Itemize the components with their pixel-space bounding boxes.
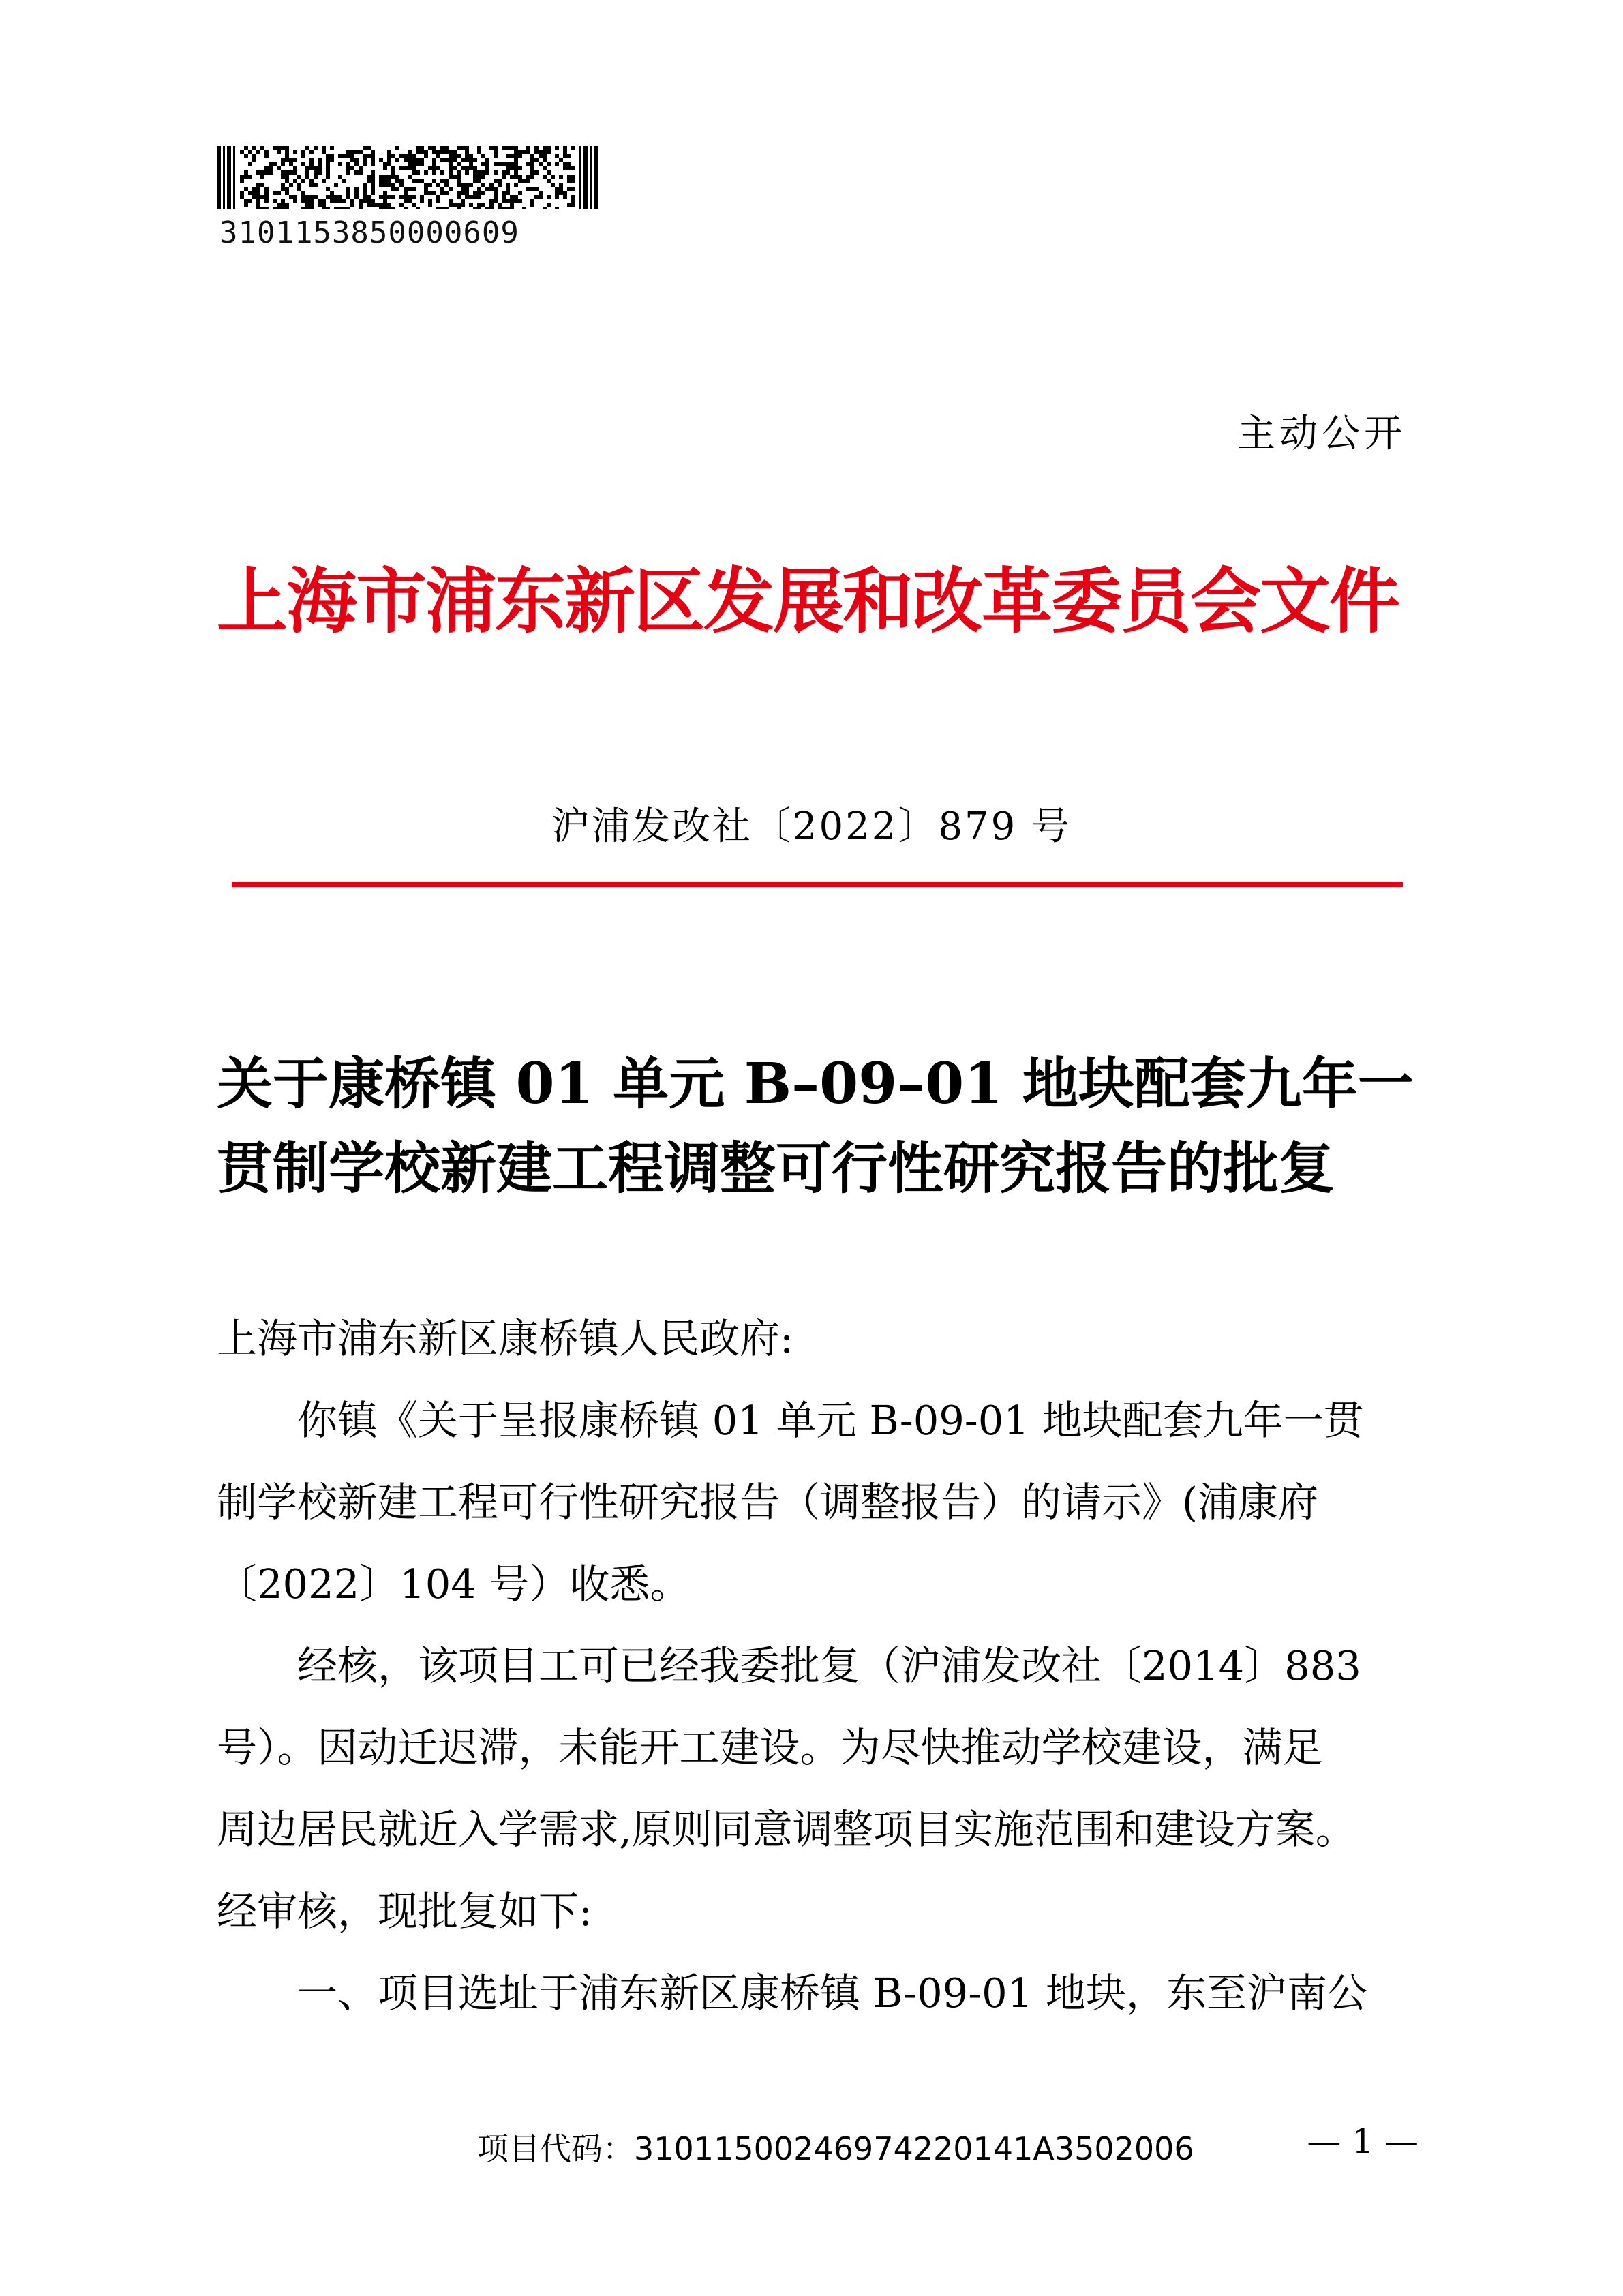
body-line: 经审核，现批复如下:: [217, 1888, 592, 1935]
body-line: 你镇《关于呈报康桥镇 01 单元 B-09-01 地块配套九年一贯: [217, 1397, 1364, 1444]
page-number: — 1 —: [1307, 2121, 1419, 2161]
issuing-org-title: 上海市浦东新区发展和改革委员会文件: [217, 559, 1399, 643]
document-title-line: 关于康桥镇 01 单元 B–09–01 地块配套九年一: [217, 1051, 1414, 1117]
body-line: 一、项目选址于浦东新区康桥镇 B-09-01 地块，东至沪南公: [217, 1969, 1367, 2016]
document-title-line: 贯制学校新建工程调整可行性研究报告的批复: [217, 1136, 1335, 1201]
body-line: 经核，该项目工可已经我委批复（沪浦发改社〔2014〕883: [217, 1642, 1361, 1689]
project-code: 项目代码：31011500246974220141A3502006: [477, 2130, 1194, 2167]
disclosure-label: 主动公开: [1237, 412, 1406, 456]
body-line: 号）。因动迁迟滞，未能开工建设。为尽快推动学校建设，满足: [217, 1724, 1323, 1771]
barcode-image: [217, 146, 598, 209]
barcode-number: 3101153850000609: [219, 215, 519, 250]
body-line-addressee: 上海市浦东新区康桥镇人民政府:: [217, 1315, 793, 1362]
document-number: 沪浦发改社〔2022〕879 号: [551, 804, 1072, 849]
body-line: 制学校新建工程可行性研究报告（调整报告）的请示》(浦康府: [217, 1479, 1319, 1526]
body-line: 〔2022〕104 号）收悉。: [217, 1560, 691, 1607]
document-title: [217, 1042, 1416, 1211]
document-body: [217, 1298, 1416, 2034]
barcode-block: [217, 146, 598, 250]
red-separator-line: [232, 882, 1403, 887]
body-line: 周边居民就近入学需求,原则同意调整项目实施范围和建设方案。: [217, 1806, 1356, 1853]
